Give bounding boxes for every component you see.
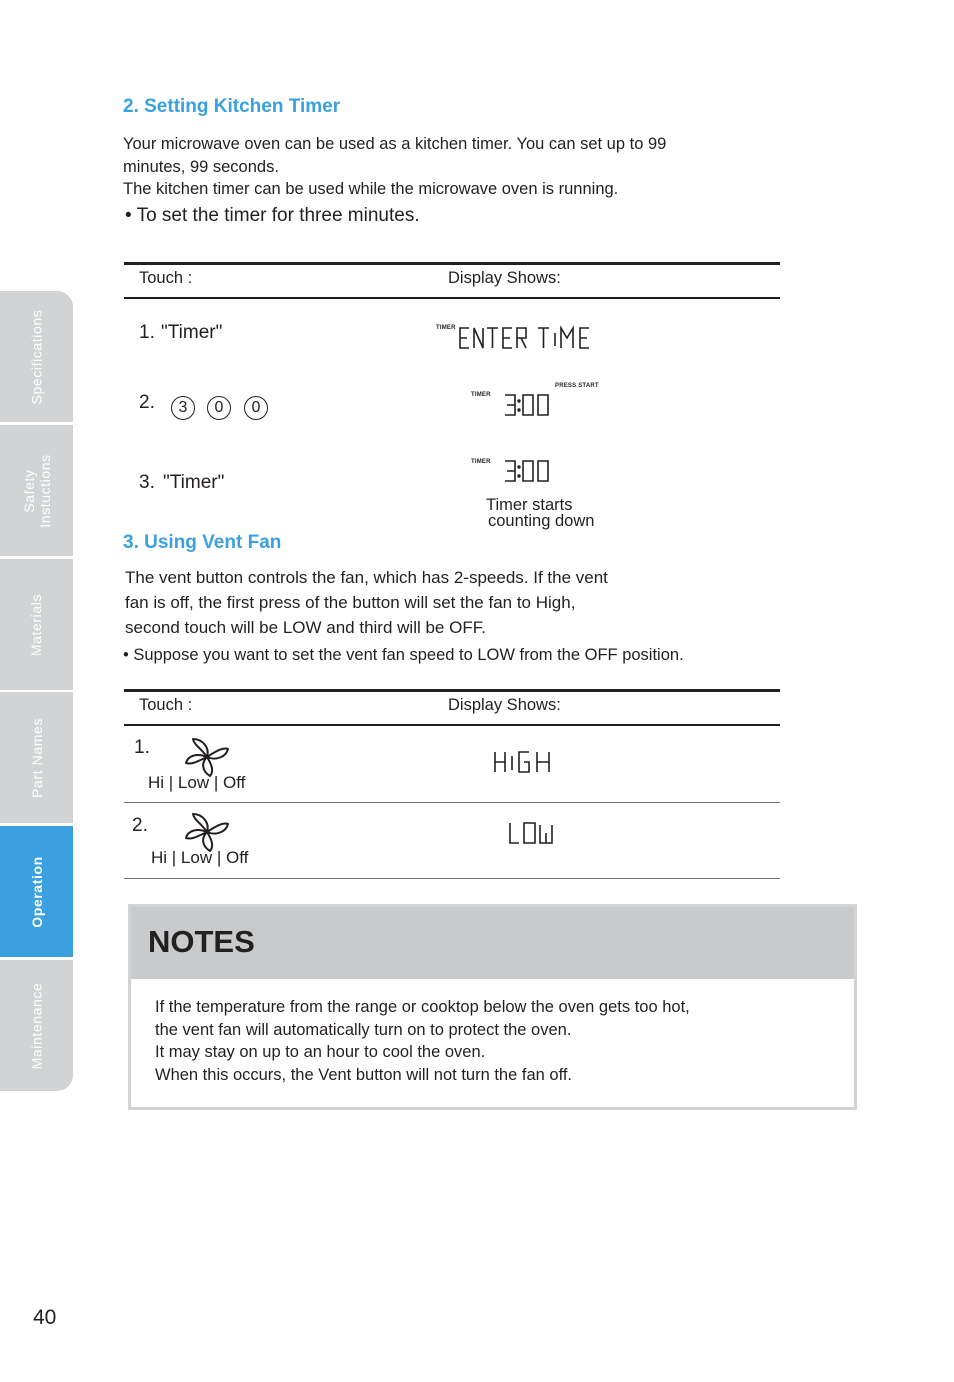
timer-indicator: TIMER [471,459,491,465]
notes-title: NOTES [148,924,255,959]
step-number: 2. [132,815,148,836]
step-number: 3. [139,472,155,493]
intro-line: minutes, 99 seconds. [123,157,279,176]
keypad-0-button[interactable]: 0 [244,396,268,420]
section-heading-timer: 2. Setting Kitchen Timer [123,96,341,117]
notes-line: When this occurs, the Vent button will not turn the fan off. [155,1065,573,1084]
tab-specifications[interactable] [0,291,73,422]
notes-line: If the temperature from the range or cooktop below the oven gets too hot, [155,998,690,1016]
lcd-display-high [493,750,555,774]
timer-note: Timer starts [486,496,573,514]
step-number: 1. [139,322,155,343]
fan-icon[interactable] [184,812,230,852]
section-heading-vent: 3. Using Vent Fan [123,532,282,553]
table-top-rule [124,689,780,692]
timer-note: counting down [488,512,595,530]
tab-part-names[interactable] [0,692,73,823]
notes-header [131,907,854,979]
notes-box [128,904,857,1110]
lcd-display-3-00 [503,392,553,418]
timer-indicator: TIMER [436,325,456,331]
lcd-display-3-00 [503,458,553,484]
notes-line: It may stay on up to an hour to cool the oven. [155,1043,486,1061]
fan-icon[interactable] [184,737,230,777]
table-header-display: Display Shows: [448,696,561,714]
vent-intro [125,565,608,640]
table-header-touch: Touch : [139,696,193,714]
notes-body [155,996,690,1086]
table-bottom-rule [124,878,780,879]
keypad-0-button[interactable]: 0 [207,396,231,420]
table-top-rule [124,262,780,265]
intro-line: Your microwave oven can be used as a kitchen timer. You can set up to 99 [123,135,667,153]
timer-intro [123,133,666,201]
keypad-3-button[interactable]: 3 [171,396,195,420]
tab-label: Maintenance [28,982,45,1069]
tab-label: Specifications [28,309,45,404]
tab-label: Part Names [28,717,45,798]
side-tab-bar [0,291,73,1091]
step-number: 1. [134,737,150,758]
tab-materials[interactable] [0,559,73,690]
fan-caption: Hi | Low | Off [151,848,249,867]
row-divider [124,802,780,803]
tab-safety-instructions[interactable] [0,425,73,556]
notes-line: the vent fan will automatically turn on to protect the oven. [155,1020,572,1039]
vent-bullet: • Suppose you want to set the vent fan speed to LOW from the OFF position. [123,646,684,664]
table-header-touch: Touch : [139,269,193,287]
step-number: 2. [139,392,155,413]
table-header-display: Display Shows: [448,269,561,287]
step-label: "Timer" [161,322,223,343]
tab-operation[interactable] [0,826,73,957]
tab-maintenance[interactable] [0,960,73,1091]
intro-line: fan is off, the first press of the button will set the fan to High, [125,593,576,612]
tab-label: Safety Instuctions [20,453,53,528]
timer-bullet: • To set the timer for three minutes. [125,205,420,226]
timer-indicator: TIMER [471,392,491,398]
tab-label: Materials [28,593,45,656]
table-header-rule [124,724,780,726]
lcd-display-enter-time [457,325,597,351]
intro-line: second touch will be LOW and third will be OFF. [125,618,486,637]
press-start-indicator: PRESS START [555,383,599,389]
tab-label: Operation [28,855,45,928]
table-header-rule [124,297,780,299]
intro-line: The kitchen timer can be used while the microwave oven is running. [123,180,619,198]
step-label: "Timer" [163,472,225,493]
page-number: 40 [33,1306,57,1329]
intro-line: The vent button controls the fan, which has 2-speeds. If the vent [125,568,608,587]
lcd-display-low [508,821,556,845]
fan-caption: Hi | Low | Off [148,773,246,792]
